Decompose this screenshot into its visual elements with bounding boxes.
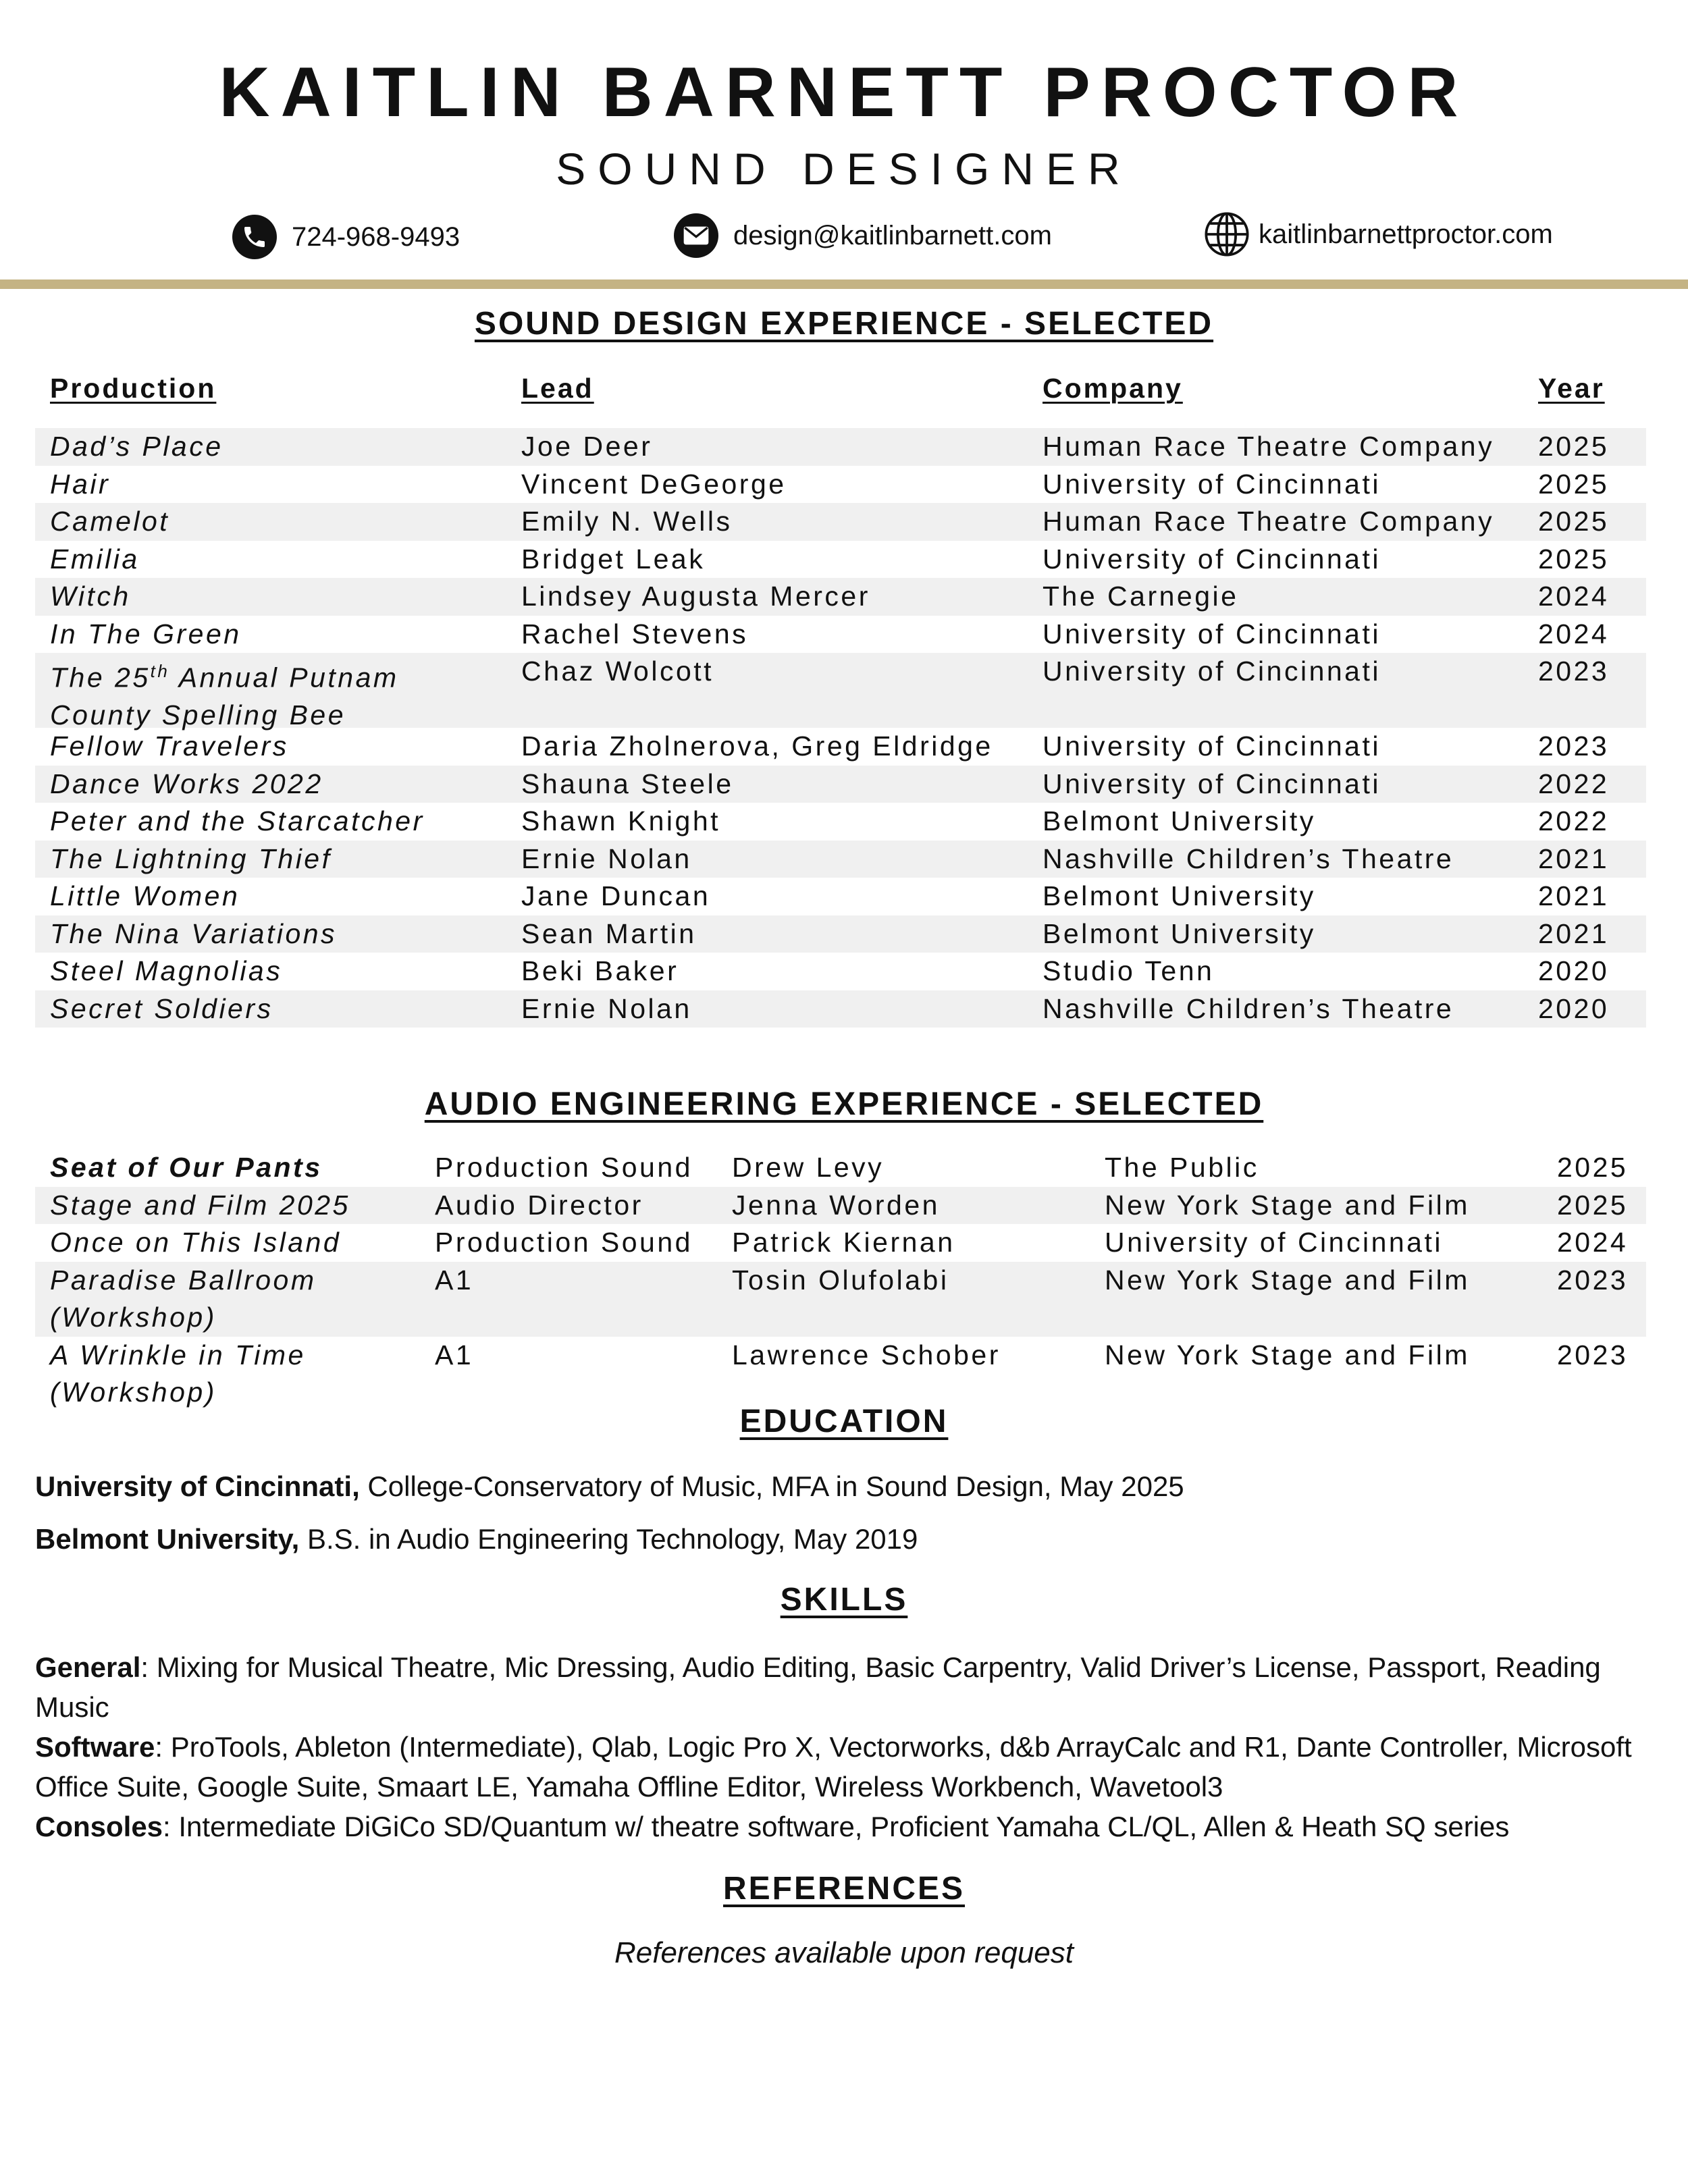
year: 2023 xyxy=(1557,1264,1629,1296)
lead-name: Drew Levy xyxy=(732,1152,885,1183)
year: 2025 xyxy=(1538,468,1610,500)
table-row xyxy=(35,1224,1646,1262)
role: Production Sound xyxy=(435,1152,693,1183)
company-name: University of Cincinnati xyxy=(1043,768,1381,799)
year: 2021 xyxy=(1538,843,1610,874)
production-title: In The Green xyxy=(50,618,242,649)
table-row xyxy=(35,915,1646,953)
year: 2025 xyxy=(1538,431,1610,462)
production-title: Once on This Island xyxy=(50,1227,342,1258)
sound-design-rows xyxy=(35,428,1646,1028)
year: 2025 xyxy=(1557,1189,1629,1221)
company-name: Nashville Children’s Theatre xyxy=(1043,992,1454,1024)
production-title: Seat of Our Pants xyxy=(50,1152,323,1183)
company-name: Human Race Theatre Company xyxy=(1043,431,1495,462)
column-header-year: Year xyxy=(1538,373,1605,404)
company-name: University of Cincinnati xyxy=(1043,730,1381,762)
sound-design-table xyxy=(35,370,1646,421)
lead-name: Jenna Worden xyxy=(732,1189,940,1221)
table-row xyxy=(35,990,1646,1028)
table-row xyxy=(35,503,1646,541)
production-title: A Wrinkle in Time (Workshop) xyxy=(50,1339,306,1408)
lead-name: Joe Deer xyxy=(521,431,653,462)
company-name: New York Stage and Film xyxy=(1105,1339,1470,1370)
table-row xyxy=(35,1337,1646,1412)
table-row xyxy=(35,578,1646,616)
table-row xyxy=(35,1262,1646,1337)
degree-detail: College-Conservatory of Music, MFA in Sound Design, May 2025 xyxy=(359,1470,1184,1502)
company-name: Belmont University xyxy=(1043,917,1316,949)
skills-software: Software: ProTools, Ableton (Intermediate), Qlab, Logic Pro X, Vectorworks, d&b ArrayCalc and R1, Dante Controller, Microsoft Office Suite, Google Suite, Smaart LE, Yamaha Offline Editor, Wireless Workbench, Wavetool3 xyxy=(35,1731,1632,1803)
table-row xyxy=(35,466,1646,504)
table-row xyxy=(35,1149,1646,1187)
production-title: Paradise Ballroom (Workshop) xyxy=(50,1264,317,1333)
skills-consoles: Consoles: Intermediate DiGiCo SD/Quantum w/ theatre software, Proficient Yamaha CL/QL, Allen & Heath SQ series xyxy=(35,1811,1510,1842)
resume-title: SOUND DESIGNER xyxy=(556,144,1132,194)
production-title: Secret Soldiers xyxy=(50,992,273,1024)
company-name: Nashville Children’s Theatre xyxy=(1043,843,1454,874)
lead-name: Ernie Nolan xyxy=(521,843,692,874)
year: 2025 xyxy=(1538,543,1610,575)
production-title: Emilia xyxy=(50,543,140,575)
year: 2024 xyxy=(1557,1227,1629,1258)
lead-name: Ernie Nolan xyxy=(521,992,692,1024)
degree-detail: B.S. in Audio Engineering Technology, May 2019 xyxy=(299,1523,918,1555)
lead-name: Beki Baker xyxy=(521,955,679,986)
lead-name: Emily N. Wells xyxy=(521,506,733,537)
skills-general: General: Mixing for Musical Theatre, Mic Dressing, Audio Editing, Basic Carpentry, Valid Driver’s License, Passport, Reading Music xyxy=(35,1651,1601,1723)
table-row xyxy=(35,1187,1646,1225)
production-title: Dance Works 2022 xyxy=(50,768,323,799)
year: 2024 xyxy=(1538,581,1610,612)
contact-email xyxy=(674,213,1052,258)
lead-name: Rachel Stevens xyxy=(521,618,749,649)
production-title: Dad’s Place xyxy=(50,431,223,462)
company-name: University of Cincinnati xyxy=(1043,618,1381,649)
education-entry xyxy=(35,1470,1184,1503)
table-row xyxy=(35,953,1646,990)
role: A1 xyxy=(435,1264,474,1296)
lead-name: Vincent DeGeorge xyxy=(521,468,787,500)
lead-name: Bridget Leak xyxy=(521,543,706,575)
production-title: Stage and Film 2025 xyxy=(50,1189,350,1221)
references-heading: REFERENCES xyxy=(722,1871,966,1907)
company-name: New York Stage and Film xyxy=(1105,1189,1470,1221)
company-name: Belmont University xyxy=(1043,880,1316,911)
year: 2021 xyxy=(1538,880,1610,911)
lead-name: Lawrence Schober xyxy=(732,1339,1001,1370)
company-name: The Public xyxy=(1105,1152,1259,1183)
references-note: References available upon request xyxy=(614,1936,1074,1969)
company-name: University of Cincinnati xyxy=(1105,1227,1443,1258)
contact-phone xyxy=(232,215,460,259)
lead-name: Patrick Kiernan xyxy=(732,1227,955,1258)
production-title: The 25th Annual Putnam County Spelling Bee xyxy=(50,661,399,730)
year: 2021 xyxy=(1538,917,1610,949)
company-name: University of Cincinnati xyxy=(1043,543,1381,575)
school-name: University of Cincinnati, xyxy=(35,1470,360,1502)
school-name: Belmont University, xyxy=(35,1523,300,1555)
production-title: Peter and the Starcatcher xyxy=(50,805,425,836)
production-title: Hair xyxy=(50,468,111,500)
lead-name: Shauna Steele xyxy=(521,768,734,799)
company-name: The Carnegie xyxy=(1043,581,1239,612)
skills-heading: SKILLS xyxy=(780,1582,908,1618)
year: 2025 xyxy=(1538,506,1610,537)
column-header-company: Company xyxy=(1043,373,1183,404)
phone-number: 724-968-9493 xyxy=(292,221,460,252)
sound-design-heading: SOUND DESIGN EXPERIENCE - SELECTED xyxy=(474,306,1214,342)
table-row xyxy=(35,541,1646,579)
company-name: Belmont University xyxy=(1043,805,1316,836)
production-title: Fellow Travelers xyxy=(50,730,289,762)
audio-engineering-table xyxy=(35,1149,1646,1412)
production-title: Witch xyxy=(50,581,131,612)
table-row xyxy=(35,766,1646,803)
lead-name: Shawn Knight xyxy=(521,805,721,836)
header-divider xyxy=(0,279,1688,289)
globe-icon xyxy=(1203,211,1250,258)
year: 2020 xyxy=(1538,992,1610,1024)
year: 2022 xyxy=(1538,768,1610,799)
year: 2020 xyxy=(1538,955,1610,986)
skills-list xyxy=(35,1647,1669,1846)
production-title: Steel Magnolias xyxy=(50,955,283,986)
production-title: Little Women xyxy=(50,880,240,911)
table-row xyxy=(35,878,1646,915)
phone-icon xyxy=(232,215,277,259)
table-row xyxy=(35,428,1646,466)
production-title: The Nina Variations xyxy=(50,917,338,949)
year: 2023 xyxy=(1557,1339,1629,1370)
email-address[interactable]: design@kaitlinbarnett.com xyxy=(733,220,1052,250)
role: Production Sound xyxy=(435,1227,693,1258)
lead-name: Daria Zholnerova, Greg Eldridge xyxy=(521,730,993,762)
audio-engineering-heading: AUDIO ENGINEERING EXPERIENCE - SELECTED xyxy=(424,1086,1264,1122)
year: 2023 xyxy=(1538,730,1610,762)
lead-name: Lindsey Augusta Mercer xyxy=(521,581,870,612)
lead-name: Chaz Wolcott xyxy=(521,656,714,687)
table-header-row xyxy=(35,370,1646,421)
contact-website xyxy=(1203,211,1553,258)
education-heading: EDUCATION xyxy=(739,1404,949,1439)
table-row xyxy=(35,616,1646,654)
email-icon xyxy=(674,213,718,258)
table-row xyxy=(35,803,1646,841)
column-header-lead: Lead xyxy=(521,373,594,404)
company-name: University of Cincinnati xyxy=(1043,656,1381,687)
resume-name: KAITLIN BARNETT PROCTOR xyxy=(219,53,1469,132)
company-name: University of Cincinnati xyxy=(1043,468,1381,500)
website-url[interactable]: kaitlinbarnettproctor.com xyxy=(1259,219,1553,249)
lead-name: Sean Martin xyxy=(521,917,697,949)
year: 2024 xyxy=(1538,618,1610,649)
education-entry xyxy=(35,1523,918,1555)
role: Audio Director xyxy=(435,1189,643,1221)
lead-name: Tosin Olufolabi xyxy=(732,1264,949,1296)
production-title: The Lightning Thief xyxy=(50,843,332,874)
year: 2022 xyxy=(1538,805,1610,836)
lead-name: Jane Duncan xyxy=(521,880,711,911)
company-name: Studio Tenn xyxy=(1043,955,1215,986)
table-row xyxy=(35,653,1646,728)
column-header-production: Production xyxy=(50,373,217,404)
table-row xyxy=(35,728,1646,766)
company-name: New York Stage and Film xyxy=(1105,1264,1470,1296)
role: A1 xyxy=(435,1339,474,1370)
year: 2023 xyxy=(1538,656,1610,687)
year: 2025 xyxy=(1557,1152,1629,1183)
table-row xyxy=(35,841,1646,878)
production-title: Camelot xyxy=(50,506,170,537)
company-name: Human Race Theatre Company xyxy=(1043,506,1495,537)
